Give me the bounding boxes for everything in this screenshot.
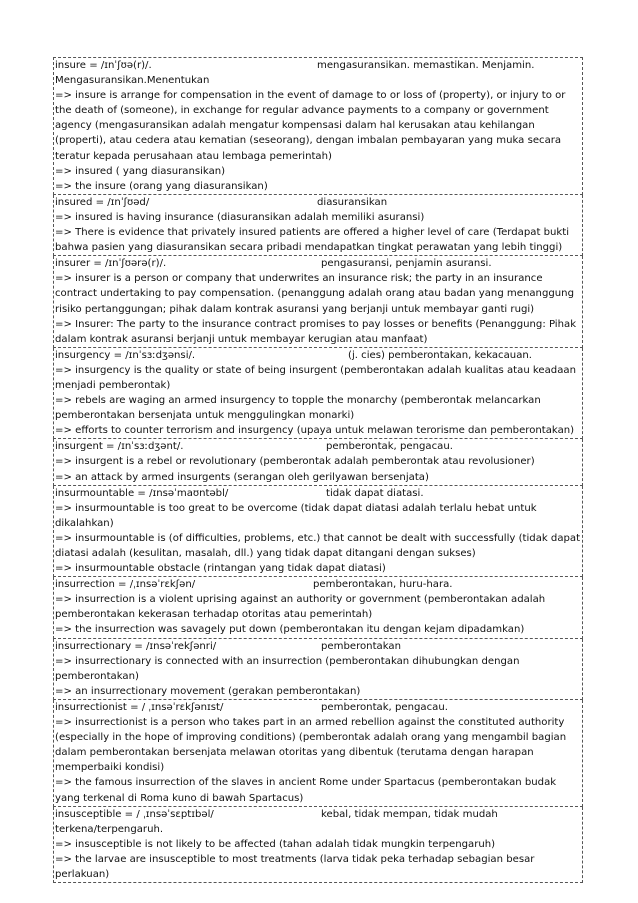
entry-header — [55, 195, 581, 210]
dictionary-entry — [53, 807, 583, 883]
dictionary-entry — [53, 195, 583, 256]
example-line: => an attack by armed insurgents (serangan oleh gerilyawan bersenjata) — [55, 471, 429, 483]
headword: insured = /ɪnˈʃʊəd/ — [55, 196, 150, 208]
headword: insurrectionist = / ˌɪnsəˈrɛkʃənɪst/ — [55, 701, 224, 713]
example-line: => insurgency is the quality or state of being insurgent (pemberontakan adalah kualitas atau keadaan menjadi pemberontak) — [55, 364, 576, 391]
gloss: (j. cies) pemberontakan, kekacauan. — [348, 349, 532, 361]
dictionary-entry — [53, 486, 583, 578]
example-line: => rebels are waging an armed insurgency to topple the monarchy (pemberontak melancarkan pemberontakan bersenjata untuk menggulingkan monarki) — [55, 395, 541, 422]
example-line: => insured is having insurance (diasuransikan adalah memiliki asuransi) — [55, 211, 425, 223]
gloss: kebal, tidak mempan, tidak mudah — [321, 808, 498, 820]
headword: insurmountable = /ɪnsəˈmaʊntəbl/ — [55, 487, 229, 499]
entry-header — [55, 58, 581, 73]
example-line: => the famous insurrection of the slaves in ancient Rome under Spartacus (pemberontakan budak yang terkenal di Roma kuno di bawah Spartacus) — [55, 777, 557, 804]
gloss: pengasuransi, penjamin asuransi. — [321, 258, 492, 270]
dictionary-page — [53, 57, 583, 883]
entry-header — [55, 577, 581, 592]
headword: insurrection = /ˌɪnsəˈrɛkʃən/ — [55, 579, 196, 591]
example-line: => the larvae are insusceptible to most treatments (larva tidak peka terhadap sebagian besar perlakuan) — [55, 853, 535, 880]
entry-header — [55, 439, 581, 454]
dictionary-entry — [53, 256, 583, 348]
gloss: pemberontak, pengacau. — [321, 701, 448, 713]
example-line: => efforts to counter terrorism and insurgency (upaya untuk melawan terorisme dan pemberontakan) — [55, 425, 575, 437]
gloss: pemberontak, pengacau. — [326, 441, 453, 453]
headword: insurgency = /ɪnˈsɜːdʒənsi/. — [55, 349, 196, 361]
entry-header — [55, 256, 581, 271]
headword: insurrectionary = /ɪnsəˈrekʃənri/ — [55, 640, 217, 652]
example-line: => insured ( yang diasuransikan) — [55, 165, 226, 177]
entry-header — [55, 486, 581, 501]
dictionary-entry — [53, 348, 583, 440]
headword: insure = /ɪnˈʃʊə(r)/. — [55, 60, 152, 71]
dictionary-entry — [53, 577, 583, 638]
dictionary-entry — [53, 57, 583, 195]
gloss: diasuransikan — [317, 196, 388, 208]
example-line: => Insurer: The party to the insurance contract promises to pay losses or benefits (Penanggung: Pihak dalam kontrak asuransi berjanji untuk membayar kerugian atau manfaat) — [55, 318, 577, 345]
dictionary-entry — [53, 439, 583, 485]
entry-header — [55, 639, 581, 654]
example-line: => insurmountable is too great to be overcome (tidak dapat diatasi adalah terlalu hebat untuk dikalahkan) — [55, 502, 537, 529]
example-line: => insurrectionary is connected with an insurrection (pemberontakan dihubungkan dengan pemberontakan) — [55, 655, 520, 682]
dictionary-entry — [53, 700, 583, 807]
example-line: => insurrectionist is a person who takes part in an armed rebellion against the constituted authority (especially in the hope of improving conditions) (pemberontak adalah orang yang mengambil bagian dalam pemberontakan bersenjata melawan otoritas yang dibentuk (terutama dengan harapan memperbaiki kondisi) — [55, 717, 567, 774]
entry-header — [55, 348, 581, 363]
example-line: => the insure (orang yang diasuransikan) — [55, 180, 268, 192]
dictionary-entry — [53, 639, 583, 700]
example-line: => insurgent is a rebel or revolutionary (pemberontak adalah pemberontak atau revolusioner) — [55, 456, 535, 468]
example-line: => insure is arrange for compensation in the event of damage to or loss of (property), or injury to or the death of (someone), in exchange for regular advance payments to a company or government agency (mengasuransikan adalah mengatur kompensasi dalam hal kerusakan atau kehilangan (properti), atau cedera atau kematian (seseorang), dengan imbalan pembayaran yang muka secara teratur kepada perusahaan atau lembaga pemerintah) — [55, 90, 566, 162]
headword: insurgent = /ɪnˈsɜːdʒənt/. — [55, 441, 184, 453]
example-line: => insurmountable obstacle (rintangan yang tidak dapat diatasi) — [55, 563, 386, 575]
headword: insurer = /ɪnˈʃʊərə(r)/. — [55, 258, 167, 270]
example-line: => the insurrection was savagely put down (pemberontakan itu dengan kejam dipadamkan) — [55, 624, 525, 636]
example-line: => insurer is a person or company that underwrites an insurance risk; the party in an insurance contract undertaking to pay compensation. (penanggung adalah orang atau badan yang menanggung risiko pertanggungan; pihak dalam kontrak asuransi yang berjanji untuk membayar ganti rugi) — [55, 273, 574, 315]
gloss: tidak dapat diatasi. — [326, 487, 424, 499]
headword: insusceptible = / ˌɪnsəˈsɛptɪbəl/ — [55, 808, 214, 820]
example-line: => an insurrectionary movement (gerakan pemberontakan) — [55, 685, 361, 697]
gloss: pemberontakan — [321, 640, 401, 652]
gloss-continuation: Mengasuransikan.Menentukan — [55, 75, 210, 87]
entry-header — [55, 700, 581, 715]
example-line: => insusceptible is not likely to be affected (tahan adalah tidak mungkin terpengaruh) — [55, 838, 496, 850]
example-line: => There is evidence that privately insured patients are offered a higher level of care (Terdapat bukti bahwa pasien yang diasuransikan secara pribadi mendapatkan tingkat perawatan yang lebih tinggi) — [55, 227, 570, 254]
gloss-continuation: terkena/terpengaruh. — [55, 823, 164, 835]
example-line: => insurmountable is (of difficulties, problems, etc.) that cannot be dealt with successfully (tidak dapat diatasi adalah (kesulitan, masalah, dll.) yang tidak dapat ditangani dengan sukses) — [55, 532, 581, 559]
example-line: => insurrection is a violent uprising against an authority or government (pemberontakan adalah pemberontakan kekerasan terhadap otoritas atau pemerintah) — [55, 594, 546, 621]
gloss: mengasuransikan. memastikan. Menjamin. — [317, 60, 535, 71]
gloss: pemberontakan, huru-hara. — [313, 579, 453, 591]
entry-header — [55, 807, 581, 822]
